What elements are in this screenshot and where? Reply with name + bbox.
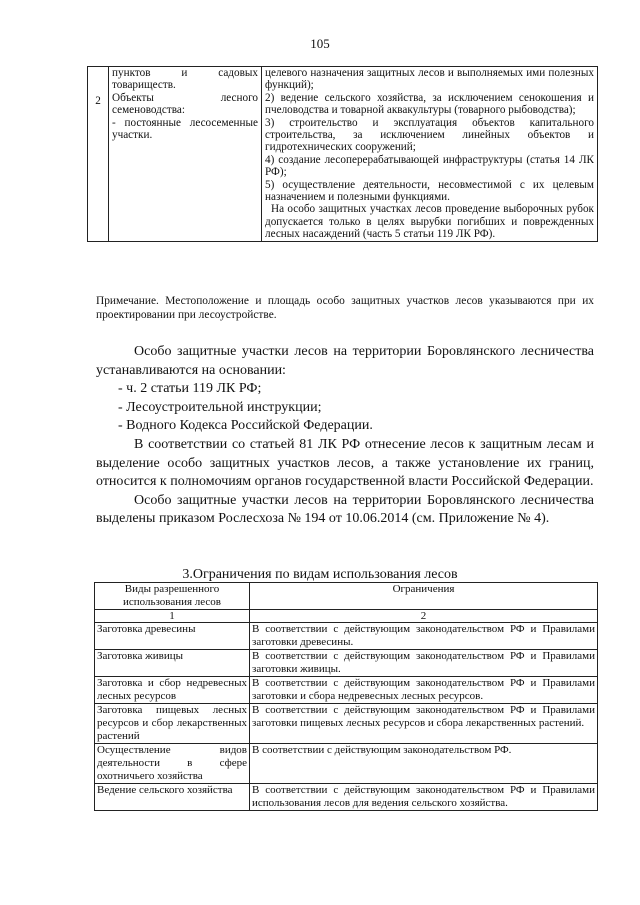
column-number: 1 [95, 610, 250, 623]
row-number-cell: 2 [88, 67, 109, 242]
cell-text: 3) строительство и эксплуатация объектов капитального строительства, за исключением линейных объектов и гидротехнических сооружений; [265, 116, 594, 154]
cell-text: 2) ведение сельского хозяйства, за исключением сенокошения и пчеловодства и товарной аквакультуры (товарного рыбоводства); [265, 91, 594, 117]
use-type-cell: Заготовка древесины [95, 623, 250, 650]
cell-text: На особо защитных участках лесов проведение выборочных рубок допускается только в целях вырубки погибших и поврежденных лесных насаждений (часть 5 статьи 119 ЛК РФ). [265, 203, 594, 241]
use-type-cell: Заготовка живицы [95, 650, 250, 677]
restriction-cell: В соответствии с действующим законодательством РФ и Правилами заготовки древесины. [250, 623, 598, 650]
column-header: Ограничения [250, 583, 598, 610]
table-row [95, 623, 598, 650]
column-number-row [95, 610, 598, 623]
table-row [95, 784, 598, 811]
table-row [95, 744, 598, 784]
paragraph: Особо защитные участки лесов на территории Боровлянского лесничества выделены приказом Рослесхоза № 194 от 10.06.2014 (см. Приложение № 4). [96, 492, 594, 527]
cell-text: - постоянные лесосеменные участки. [112, 116, 258, 142]
use-type-cell: Осуществление видов деятельности в сфере охотничьего хозяйства [95, 744, 250, 784]
cell-text: 5) осуществление деятельности, несовместимой с их целевым назначением и полезными функциями. [265, 178, 594, 204]
table-header-row [95, 583, 598, 610]
restriction-cell: В соответствии с действующим законодательством РФ и Правилами использования лесов для ведения сельского хозяйства. [250, 784, 598, 811]
restriction-cell: В соответствии с действующим законодательством РФ и Правилами заготовки пищевых лесных ресурсов и сбора лекарственных растений. [250, 704, 598, 744]
column-number: 2 [250, 610, 598, 623]
cell-text: пунктов и садовых товариществ. [112, 67, 258, 92]
paragraph: Особо защитные участки лесов на территории Боровлянского лесничества устанавливаются на основании: [96, 344, 594, 378]
restrictions-table [94, 582, 598, 811]
restriction-cell: В соответствии с действующим законодательством РФ. [250, 744, 598, 784]
table-row [95, 704, 598, 744]
table-row [95, 677, 598, 704]
list-item: - Лесоустроительной инструкции; [118, 399, 322, 415]
area-category-cell [109, 67, 262, 242]
list-item: - ч. 2 статьи 119 ЛК РФ; [118, 381, 262, 397]
use-type-cell: Заготовка пищевых лесных ресурсов и сбор лекарственных растений [95, 704, 250, 744]
page-number: 105 [310, 36, 330, 51]
use-type-cell: Заготовка и сбор недревесных лесных ресурсов [95, 677, 250, 704]
table-row [88, 67, 598, 242]
list-item: - Водного Кодекса Российской Федерации. [118, 418, 373, 434]
column-header: Виды разрешенного использования лесов [95, 583, 250, 610]
paragraph: В соответствии со статьей 81 ЛК РФ отнесение лесов к защитным лесам и выделение особо защитных участков лесов, а также установление их границ, относится к полномочиям органов государственной власти Российской Федерации. [96, 436, 594, 490]
table-note: Примечание. Местоположение и площадь особо защитных участков лесов указываются при их проектировании при лесоустройстве. [96, 295, 594, 321]
section-title: 3.Ограничения по видам использования лесов [182, 567, 458, 582]
protective-areas-table [87, 66, 598, 242]
body-text [96, 343, 594, 529]
cell-text: 4) создание лесоперерабатывающей инфраструктуры (статья 14 ЛК РФ); [265, 153, 594, 179]
cell-text: Объекты лесного семеноводства: [112, 91, 258, 117]
prohibitions-cell [262, 67, 598, 242]
table-row [95, 650, 598, 677]
restriction-cell: В соответствии с действующим законодательством РФ и Правилами заготовки живицы. [250, 650, 598, 677]
use-type-cell: Ведение сельского хозяйства [95, 784, 250, 811]
restriction-cell: В соответствии с действующим законодательством РФ и Правилами заготовки и сбора недревесных лесных ресурсов. [250, 677, 598, 704]
cell-text: целевого назначения защитных лесов и выполняемых ими полезных функций); [265, 67, 594, 92]
